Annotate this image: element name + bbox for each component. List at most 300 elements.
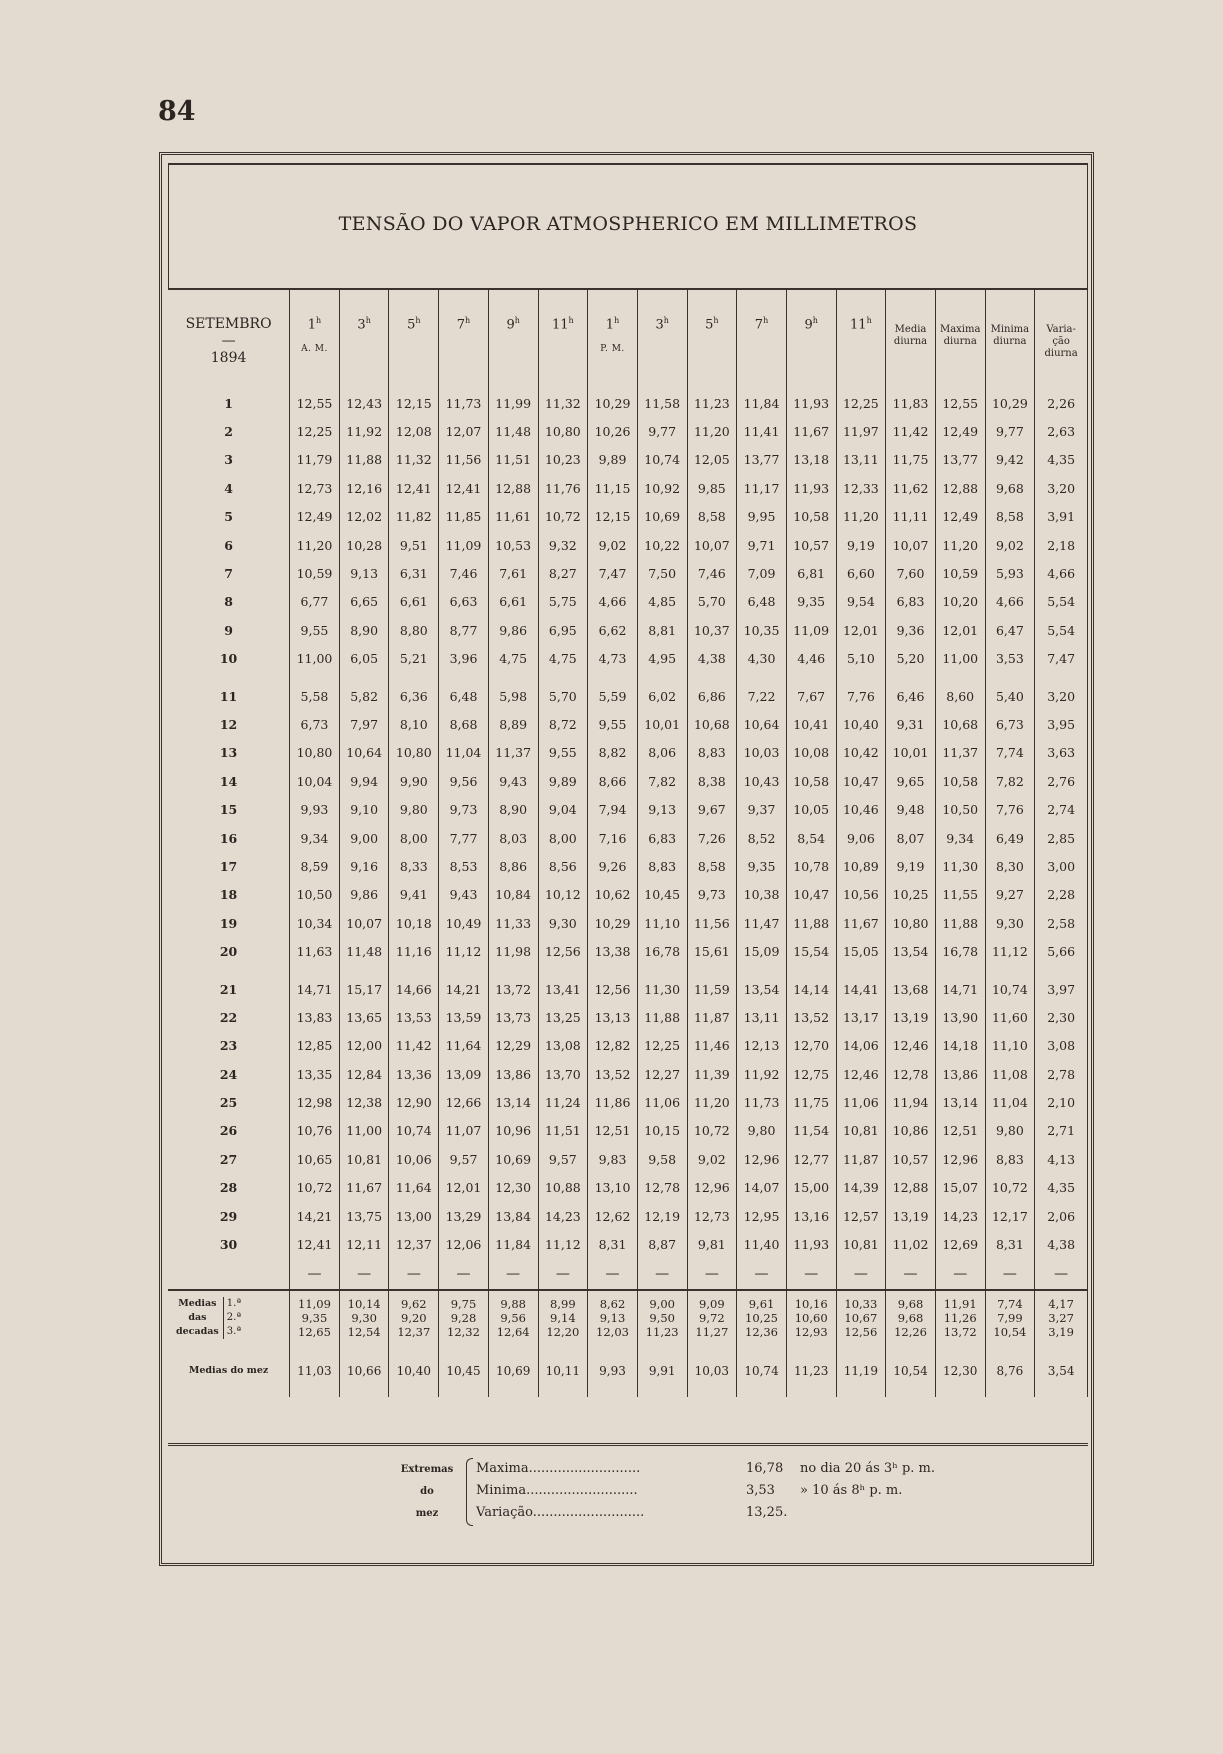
value-cell: 11,83 xyxy=(886,389,936,417)
value-cell: 2,58 xyxy=(1035,909,1088,937)
value-cell: 9,06 xyxy=(836,824,886,852)
value-cell: 10,86 xyxy=(886,1117,936,1145)
value-cell: 13,11 xyxy=(836,446,886,474)
header-hour-8 xyxy=(637,289,687,389)
day-cell: 21 xyxy=(219,981,238,997)
value-cell: 2,10 xyxy=(1035,1088,1088,1116)
table-row xyxy=(168,446,1088,474)
decadas-value: 12,32 xyxy=(447,1324,480,1339)
header-hour-number: 3 xyxy=(655,317,664,333)
day-cell: 26 xyxy=(219,1123,238,1139)
value-cell: 12,96 xyxy=(935,1145,985,1173)
value-cell: 9,68 xyxy=(985,474,1035,502)
value-cell: 9,71 xyxy=(737,531,787,559)
day-cell: 19 xyxy=(219,915,238,931)
value-cell: 7,16 xyxy=(588,824,638,852)
value-cell: 11,06 xyxy=(637,1088,687,1116)
value-cell: 11,40 xyxy=(737,1230,787,1258)
value-cell: 15,00 xyxy=(786,1174,836,1202)
value-cell: 11,93 xyxy=(786,1230,836,1258)
value-cell: 15,61 xyxy=(687,937,737,965)
header-hour-unit: h xyxy=(465,316,471,325)
table-row xyxy=(168,1088,1088,1116)
header-hour-12 xyxy=(836,289,886,389)
value-cell: 11,59 xyxy=(687,975,737,1003)
value-cell: 12,02 xyxy=(339,503,389,531)
decadas-value: 10,25 xyxy=(745,1310,778,1325)
decadas-value: 9,75 xyxy=(450,1296,477,1311)
decadas-cell xyxy=(935,1290,985,1345)
extremas-maxima: Maxima........................... xyxy=(476,1461,641,1476)
value-cell: 4,66 xyxy=(1035,559,1088,587)
value-cell: 10,62 xyxy=(588,881,638,909)
value-cell: 12,16 xyxy=(339,474,389,502)
value-cell: 13,73 xyxy=(488,1003,538,1031)
decadas-cell xyxy=(737,1290,787,1345)
header-hour-9 xyxy=(687,289,737,389)
value-cell: 7,94 xyxy=(588,795,638,823)
value-cell: 5,20 xyxy=(886,645,936,673)
value-cell: 14,21 xyxy=(290,1202,340,1230)
value-cell: 7,74 xyxy=(985,739,1035,767)
value-cell: 12,85 xyxy=(290,1032,340,1060)
value-cell: 13,54 xyxy=(737,975,787,1003)
table-row xyxy=(168,616,1088,644)
extremas-label-2: do xyxy=(420,1486,434,1497)
value-cell: 2,30 xyxy=(1035,1003,1088,1031)
dash-cell: — xyxy=(538,1259,588,1290)
value-cell: 10,56 xyxy=(836,881,886,909)
dash-cell: — xyxy=(290,1259,340,1290)
table-row xyxy=(168,975,1088,1003)
value-cell: 11,00 xyxy=(290,645,340,673)
value-cell: 14,07 xyxy=(737,1174,787,1202)
value-cell: 7,61 xyxy=(488,559,538,587)
decadas-value: 11,23 xyxy=(645,1324,679,1339)
value-cell: 2,28 xyxy=(1035,881,1088,909)
header-media xyxy=(886,289,936,389)
decadas-value: 9,30 xyxy=(351,1310,377,1325)
value-cell: 8,54 xyxy=(786,824,836,852)
header-variacao-line: diurna xyxy=(1044,348,1078,359)
decadas-number: 2.ª xyxy=(226,1311,242,1323)
value-cell: 11,84 xyxy=(488,1230,538,1258)
value-cell: 4,75 xyxy=(538,645,588,673)
value-cell: 11,64 xyxy=(389,1174,439,1202)
decadas-value: 12,56 xyxy=(844,1324,878,1339)
value-cell: 9,81 xyxy=(687,1230,737,1258)
day-cell: 11 xyxy=(219,688,238,704)
value-cell: 14,06 xyxy=(836,1032,886,1060)
value-cell: 10,53 xyxy=(488,531,538,559)
header-hour-unit: h xyxy=(514,316,520,325)
value-cell: 10,64 xyxy=(339,739,389,767)
value-cell: 11,11 xyxy=(886,503,936,531)
extremas-minima-note: » 10 ás 8ʰ p. m. xyxy=(800,1483,903,1498)
value-cell: 12,06 xyxy=(439,1230,489,1258)
value-cell: 12,46 xyxy=(836,1060,886,1088)
value-cell: 9,26 xyxy=(588,852,638,880)
value-cell: 8,66 xyxy=(588,767,638,795)
value-cell: 10,03 xyxy=(737,739,787,767)
value-cell: 13,09 xyxy=(439,1060,489,1088)
value-cell: 11,10 xyxy=(985,1032,1035,1060)
value-cell: 10,47 xyxy=(786,881,836,909)
header-minima-line: Minima xyxy=(990,324,1030,335)
decadas-value: 9,88 xyxy=(500,1296,526,1311)
value-cell: 9,56 xyxy=(439,767,489,795)
dash-cell: — xyxy=(339,1259,389,1290)
value-cell: 11,88 xyxy=(786,909,836,937)
value-cell: 2,78 xyxy=(1035,1060,1088,1088)
value-cell: 11,88 xyxy=(339,446,389,474)
value-cell: 12,49 xyxy=(935,417,985,445)
decadas-value: 3,27 xyxy=(1048,1310,1074,1325)
day-cell: 20 xyxy=(219,944,238,960)
value-cell: 10,18 xyxy=(389,909,439,937)
value-cell: 11,56 xyxy=(687,909,737,937)
value-cell: 14,18 xyxy=(935,1032,985,1060)
value-cell: 12,62 xyxy=(588,1202,638,1230)
value-cell: 8,30 xyxy=(985,852,1035,880)
table-row xyxy=(168,1174,1088,1202)
decadas-value: 9,13 xyxy=(599,1310,626,1325)
value-cell: 8,31 xyxy=(588,1230,638,1258)
value-cell: 11,87 xyxy=(687,1003,737,1031)
header-month-block xyxy=(168,290,289,367)
decadas-value: 9,14 xyxy=(550,1310,576,1325)
value-cell: 5,70 xyxy=(687,588,737,616)
header-minima xyxy=(985,289,1035,389)
value-cell: 12,01 xyxy=(935,616,985,644)
value-cell: 15,07 xyxy=(935,1174,985,1202)
value-cell: 12,88 xyxy=(935,474,985,502)
value-cell: 7,76 xyxy=(985,795,1035,823)
value-cell: 6,61 xyxy=(488,588,538,616)
value-cell: 7,77 xyxy=(439,824,489,852)
decadas-value: 12,37 xyxy=(397,1324,431,1339)
value-cell: 9,58 xyxy=(637,1145,687,1173)
extremas-brace xyxy=(466,1458,473,1526)
medias-mez-value: 10,40 xyxy=(389,1345,439,1397)
value-cell: 12,98 xyxy=(290,1088,340,1116)
value-cell: 12,05 xyxy=(687,446,737,474)
value-cell: 9,34 xyxy=(290,824,340,852)
value-cell: 9,89 xyxy=(538,767,588,795)
day-cell: 14 xyxy=(219,773,238,789)
value-cell: 11,32 xyxy=(538,389,588,417)
value-cell: 11,61 xyxy=(488,503,538,531)
value-cell: 9,34 xyxy=(935,824,985,852)
value-cell: 11,20 xyxy=(836,503,886,531)
decadas-cell xyxy=(786,1290,836,1345)
value-cell: 9,90 xyxy=(389,767,439,795)
value-cell: 12,37 xyxy=(389,1230,439,1258)
value-cell: 11,93 xyxy=(786,389,836,417)
value-cell: 4,66 xyxy=(588,588,638,616)
dash-cell: — xyxy=(886,1259,936,1290)
value-cell: 9,80 xyxy=(985,1117,1035,1145)
value-cell: 6,63 xyxy=(439,588,489,616)
value-cell: 13,77 xyxy=(737,446,787,474)
value-cell: 12,49 xyxy=(935,503,985,531)
value-cell: 9,94 xyxy=(339,767,389,795)
value-cell: 9,00 xyxy=(339,824,389,852)
value-cell: 13,10 xyxy=(588,1174,638,1202)
value-cell: 11,63 xyxy=(290,937,340,965)
value-cell: 12,90 xyxy=(389,1088,439,1116)
decadas-value: 7,74 xyxy=(997,1296,1023,1311)
dash-cell: — xyxy=(389,1259,439,1290)
decadas-cell xyxy=(886,1290,936,1345)
value-cell: 8,83 xyxy=(637,852,687,880)
value-cell: 11,75 xyxy=(886,446,936,474)
value-cell: 14,21 xyxy=(439,975,489,1003)
value-cell: 8,90 xyxy=(339,616,389,644)
decadas-label-words xyxy=(176,1297,219,1339)
header-variacao-line: Varia- xyxy=(1046,324,1076,335)
medias-mez-value: 11,03 xyxy=(290,1345,340,1397)
value-cell: 9,43 xyxy=(439,881,489,909)
value-cell: 11,64 xyxy=(439,1032,489,1060)
table-row xyxy=(168,824,1088,852)
value-cell: 6,47 xyxy=(985,616,1035,644)
value-cell: 11,92 xyxy=(339,417,389,445)
value-cell: 11,12 xyxy=(538,1230,588,1258)
decadas-value: 12,36 xyxy=(745,1324,778,1339)
value-cell: 6,81 xyxy=(786,559,836,587)
dash-row xyxy=(168,1259,1088,1290)
value-cell: 11,04 xyxy=(439,739,489,767)
value-cell: 13,29 xyxy=(439,1202,489,1230)
value-cell: 11,37 xyxy=(935,739,985,767)
decadas-word: Medias xyxy=(178,1297,217,1309)
medias-mez-value: 10,54 xyxy=(886,1345,936,1397)
value-cell: 9,13 xyxy=(339,559,389,587)
table-row xyxy=(168,588,1088,616)
table-row xyxy=(168,1230,1088,1258)
medias-mez-value: 10,11 xyxy=(538,1345,588,1397)
header-maxima xyxy=(935,289,985,389)
table-row xyxy=(168,710,1088,738)
value-cell: 15,05 xyxy=(836,937,886,965)
value-cell: 10,34 xyxy=(290,909,340,937)
value-cell: 7,97 xyxy=(339,710,389,738)
value-cell: 10,50 xyxy=(935,795,985,823)
value-cell: 10,41 xyxy=(786,710,836,738)
value-cell: 9,65 xyxy=(886,767,936,795)
value-cell: 12,82 xyxy=(588,1032,638,1060)
value-cell: 11,86 xyxy=(588,1088,638,1116)
table-row xyxy=(168,739,1088,767)
value-cell: 11,67 xyxy=(339,1174,389,1202)
value-cell: 9,27 xyxy=(985,881,1035,909)
value-cell: 9,43 xyxy=(488,767,538,795)
value-cell: 7,26 xyxy=(687,824,737,852)
header-minima-line: diurna xyxy=(993,336,1027,347)
extremas-label-1: Extremas xyxy=(400,1464,454,1475)
value-cell: 13,36 xyxy=(389,1060,439,1088)
header-hour-number: 9 xyxy=(506,317,515,333)
value-cell: 11,48 xyxy=(488,417,538,445)
decadas-value: 7,99 xyxy=(997,1310,1023,1325)
value-cell: 9,02 xyxy=(985,531,1035,559)
value-cell: 10,26 xyxy=(588,417,638,445)
medias-mez-value: 10,66 xyxy=(339,1345,389,1397)
day-cell: 1 xyxy=(224,395,233,411)
value-cell: 11,10 xyxy=(637,909,687,937)
value-cell: 8,83 xyxy=(687,739,737,767)
value-cell: 2,18 xyxy=(1035,531,1088,559)
value-cell: 9,02 xyxy=(687,1145,737,1173)
value-cell: 12,96 xyxy=(687,1174,737,1202)
value-cell: 10,43 xyxy=(737,767,787,795)
value-cell: 12,73 xyxy=(290,474,340,502)
dash-cell: — xyxy=(737,1259,787,1290)
value-cell: 4,30 xyxy=(737,645,787,673)
decadas-value: 12,64 xyxy=(496,1324,530,1339)
value-cell: 9,04 xyxy=(538,795,588,823)
medias-mez-row xyxy=(168,1345,1088,1397)
value-cell: 11,54 xyxy=(786,1117,836,1145)
dash-cell: — xyxy=(935,1259,985,1290)
value-cell: 11,97 xyxy=(836,417,886,445)
dash-cell: — xyxy=(637,1259,687,1290)
value-cell: 9,10 xyxy=(339,795,389,823)
value-cell: 9,55 xyxy=(538,739,588,767)
extremas-variacao: Variação........................... xyxy=(476,1505,645,1520)
value-cell: 6,86 xyxy=(687,682,737,710)
value-cell: 12,41 xyxy=(439,474,489,502)
value-cell: 15,17 xyxy=(339,975,389,1003)
medias-mez-value: 3,54 xyxy=(1035,1345,1088,1397)
value-cell: 11,87 xyxy=(836,1145,886,1173)
value-cell: 6,36 xyxy=(389,682,439,710)
value-cell: 12,25 xyxy=(290,417,340,445)
value-cell: 12,56 xyxy=(588,975,638,1003)
value-cell: 10,35 xyxy=(737,616,787,644)
value-cell: 10,46 xyxy=(836,795,886,823)
value-cell: 10,64 xyxy=(737,710,787,738)
value-cell: 9,89 xyxy=(588,446,638,474)
day-cell: 18 xyxy=(219,887,238,903)
value-cell: 8,58 xyxy=(985,503,1035,531)
value-cell: 12,25 xyxy=(836,389,886,417)
value-cell: 3,91 xyxy=(1035,503,1088,531)
value-cell: 9,35 xyxy=(737,852,787,880)
value-cell: 9,73 xyxy=(687,881,737,909)
table-row xyxy=(168,474,1088,502)
value-cell: 7,67 xyxy=(786,682,836,710)
value-cell: 5,98 xyxy=(488,682,538,710)
value-cell: 12,70 xyxy=(786,1032,836,1060)
decadas-value: 10,60 xyxy=(794,1310,828,1325)
value-cell: 6,60 xyxy=(836,559,886,587)
decadas-numbers xyxy=(223,1297,241,1339)
value-cell: 12,57 xyxy=(836,1202,886,1230)
header-hour-5 xyxy=(488,289,538,389)
value-cell: 10,72 xyxy=(290,1174,340,1202)
table-row xyxy=(168,1060,1088,1088)
value-cell: 10,76 xyxy=(290,1117,340,1145)
value-cell: 11,30 xyxy=(637,975,687,1003)
value-cell: 14,66 xyxy=(389,975,439,1003)
bottom-rule xyxy=(168,1443,1088,1446)
value-cell: 11,15 xyxy=(588,474,638,502)
value-cell: 12,75 xyxy=(786,1060,836,1088)
value-cell: 11,85 xyxy=(439,503,489,531)
value-cell: 13,14 xyxy=(935,1088,985,1116)
value-cell: 7,82 xyxy=(637,767,687,795)
value-cell: 10,22 xyxy=(637,531,687,559)
day-cell: 22 xyxy=(219,1009,238,1025)
value-cell: 7,60 xyxy=(886,559,936,587)
header-hour-unit: h xyxy=(812,316,818,325)
value-cell: 4,38 xyxy=(687,645,737,673)
value-cell: 12,78 xyxy=(886,1060,936,1088)
value-cell: 3,63 xyxy=(1035,739,1088,767)
value-cell: 11,67 xyxy=(786,417,836,445)
value-cell: 5,10 xyxy=(836,645,886,673)
value-cell: 8,58 xyxy=(687,852,737,880)
value-cell: 11,12 xyxy=(985,937,1035,965)
decadas-value: 10,16 xyxy=(794,1296,828,1311)
value-cell: 11,73 xyxy=(439,389,489,417)
value-cell: 4,85 xyxy=(637,588,687,616)
value-cell: 11,37 xyxy=(488,739,538,767)
value-cell: 11,12 xyxy=(439,937,489,965)
value-cell: 10,72 xyxy=(538,503,588,531)
value-cell: 10,74 xyxy=(985,975,1035,1003)
day-cell: 12 xyxy=(219,716,238,732)
value-cell: 7,82 xyxy=(985,767,1035,795)
value-cell: 13,00 xyxy=(389,1202,439,1230)
value-cell: 12,07 xyxy=(439,417,489,445)
value-cell: 9,19 xyxy=(836,531,886,559)
value-cell: 13,83 xyxy=(290,1003,340,1031)
dash-cell: — xyxy=(588,1259,638,1290)
decadas-value: 10,14 xyxy=(347,1296,381,1311)
header-hour-number: 5 xyxy=(705,317,714,333)
value-cell: 10,81 xyxy=(836,1117,886,1145)
value-cell: 7,22 xyxy=(737,682,787,710)
value-cell: 3,00 xyxy=(1035,852,1088,880)
decadas-number: 3.ª xyxy=(226,1325,242,1337)
value-cell: 6,73 xyxy=(985,710,1035,738)
value-cell: 11,55 xyxy=(935,881,985,909)
value-cell: 10,42 xyxy=(836,739,886,767)
value-cell: 10,58 xyxy=(935,767,985,795)
value-cell: 11,94 xyxy=(886,1088,936,1116)
value-cell: 11,20 xyxy=(687,1088,737,1116)
value-cell: 5,21 xyxy=(389,645,439,673)
value-cell: 10,72 xyxy=(687,1117,737,1145)
value-cell: 12,00 xyxy=(339,1032,389,1060)
value-cell: 4,75 xyxy=(488,645,538,673)
value-cell: 11,08 xyxy=(985,1060,1035,1088)
value-cell: 4,73 xyxy=(588,645,638,673)
value-cell: 8,52 xyxy=(737,824,787,852)
value-cell: 10,81 xyxy=(339,1145,389,1173)
value-cell: 14,71 xyxy=(935,975,985,1003)
decadas-value: 12,03 xyxy=(596,1324,629,1339)
value-cell: 12,55 xyxy=(935,389,985,417)
value-cell: 12,56 xyxy=(538,937,588,965)
dash-cell: — xyxy=(439,1259,489,1290)
value-cell: 3,96 xyxy=(439,645,489,673)
table-row xyxy=(168,909,1088,937)
decadas-value: 12,26 xyxy=(894,1324,927,1339)
